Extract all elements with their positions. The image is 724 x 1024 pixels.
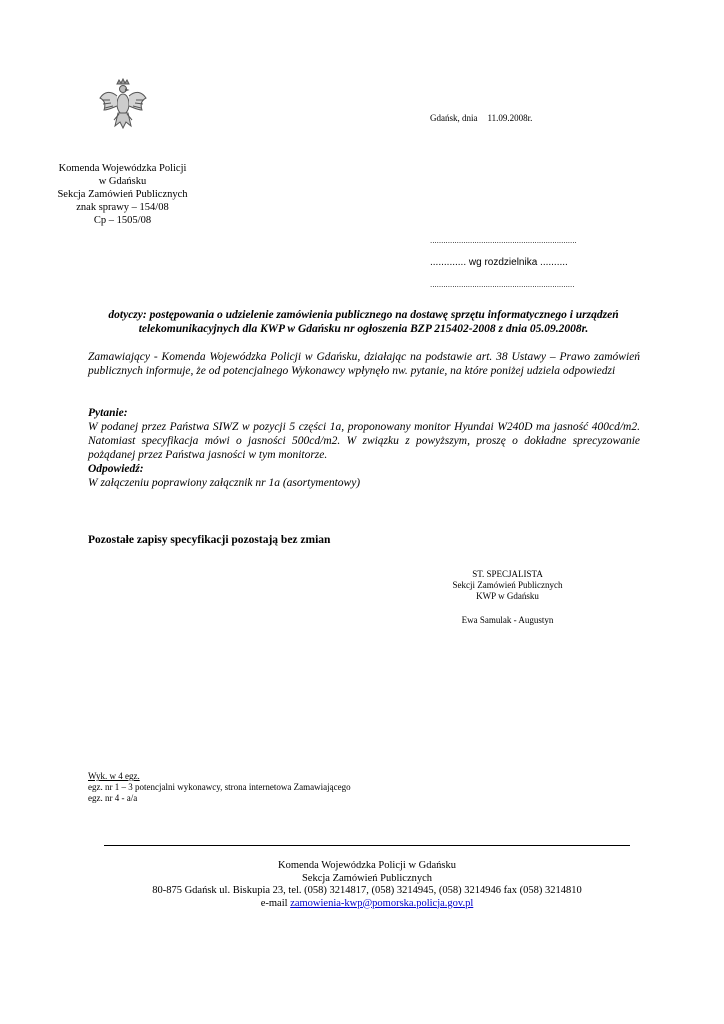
subject: dotyczy: postępowania o udzielenie zamówienia publicznego na dostawę sprzętu informatycznego i urządzeń telekomunikacyjnych dla KWP w Gdańsku nr ogłoszenia BZP 215402-2008 z dnia 05.09.2008r.	[108, 309, 619, 335]
sender-org: Komenda Wojewódzka Policji	[58, 163, 187, 174]
recipient-distribution: ............. wg rozdzielnika ..........	[430, 257, 568, 268]
signature-org: KWP w Gdańsku	[476, 591, 539, 601]
answer-label: Odpowiedź:	[88, 463, 144, 475]
copies-note	[88, 771, 351, 804]
reference-number: Cp – 1505/08	[93, 215, 152, 226]
answer-text: W załączeniu poprawiony załącznik nr 1a (asortymentowy)	[88, 477, 361, 489]
date-line	[430, 113, 532, 123]
footer-unit: Sekcja Zamówień Publicznych	[301, 872, 433, 884]
intro-paragraph: Zamawiający - Komenda Wojewódzka Policji w Gdańsku, działając na podstawie art. 38 Ustawy – Prawo zamówień publicznych informuje, że od potencjalnego Wykonawcy wpłynęło nw. pytanie, na które poniżej udziela odpowiedzi	[88, 351, 640, 377]
signature-name: Ewa Samulak - Augustyn	[461, 615, 554, 625]
copies-line-1: egz. nr 1 – 3 potencjalni wykonawcy, strona internetowa Zamawiającego	[88, 782, 351, 792]
footer-divider	[104, 845, 630, 846]
question-label: Pytanie:	[88, 407, 128, 419]
copies-line-2: egz. nr 4 - a/a	[88, 793, 138, 803]
case-number: znak sprawy – 154/08	[76, 202, 169, 213]
footer-org: Komenda Wojewódzka Policji w Gdańsku	[277, 860, 456, 871]
footer	[104, 860, 630, 910]
recipient-dots-top: ..................................................................	[430, 236, 577, 245]
signature-title: ST. SPECJALISTA	[472, 569, 543, 579]
signature-block	[420, 569, 595, 626]
question-answer-section	[88, 406, 640, 490]
footer-email-label: e-mail	[260, 897, 288, 909]
remaining-provisions: Pozostałe zapisy specyfikacji pozostają bez zmian	[88, 534, 331, 546]
sender-unit: Sekcja Zamówień Publicznych	[57, 189, 188, 200]
polish-eagle-emblem-icon	[98, 78, 148, 138]
sender-city: w Gdańsku	[98, 176, 147, 187]
recipient-dots-bottom: .................................................................	[430, 280, 575, 289]
recipient-block	[430, 236, 580, 289]
copies-heading: Wyk. w 4 egz.	[88, 771, 140, 781]
date-value: 11.09.2008r.	[487, 113, 533, 123]
footer-address: 80-875 Gdańsk ul. Biskupia 23, tel. (058) 3214817, (058) 3214945, (058) 3214946 fax (058) 3214810	[152, 885, 582, 896]
date-label: Gdańsk, dnia	[430, 113, 478, 123]
sender-block	[40, 162, 205, 227]
signature-unit: Sekcji Zamówień Publicznych	[452, 580, 563, 590]
question-text: W podanej przez Państwa SIWZ w pozycji 5 części 1a, proponowany monitor Hyundai W240D ma jasność 400cd/m2. Natomiast specyfikacja mówi o jasności 500cd/m2. W związku z powyższym, proszę o dokładne sprecyzowanie pożądanej przez Państwa jasności w tym monitorze.	[88, 421, 640, 461]
footer-email-line	[104, 898, 630, 911]
footer-email-link[interactable]: zamowienia-kwp@pomorska.policja.gov.pl	[290, 897, 474, 909]
